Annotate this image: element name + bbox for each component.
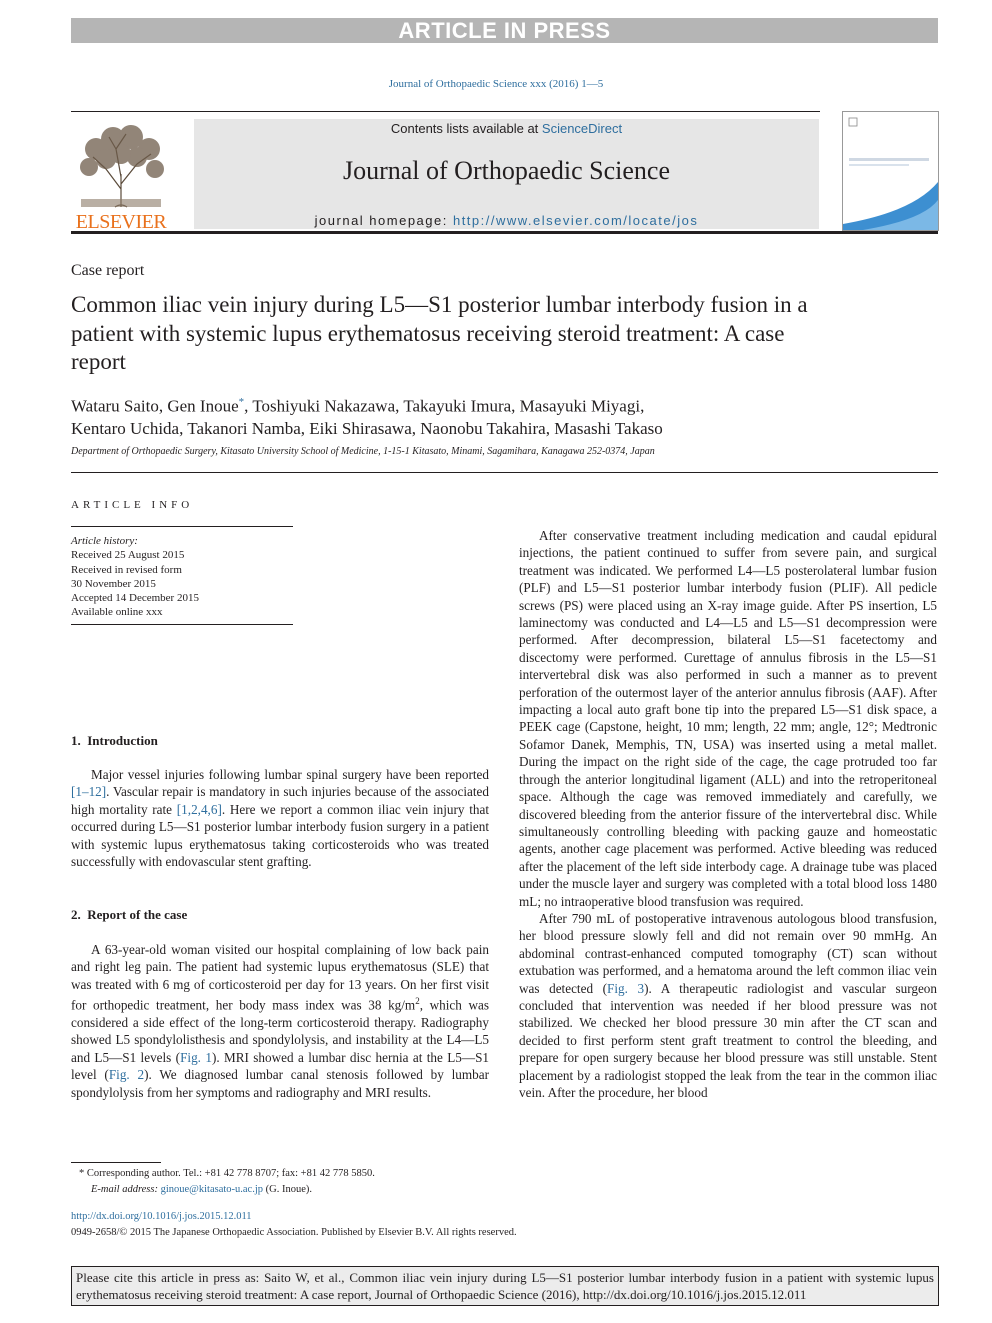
- footnote-rule: [71, 1162, 161, 1163]
- homepage-link[interactable]: http://www.elsevier.com/locate/jos: [452, 213, 699, 228]
- affiliation: Department of Orthopaedic Surgery, Kitasato University School of Medicine, 1-15-1 Kitasato, Minami, Sagamihara, Kanagawa 252-0374, Japan: [71, 446, 655, 457]
- article-info-heading: ARTICLE INFO: [71, 499, 194, 511]
- right-column: [519, 527, 937, 1101]
- history-item: Received 25 August 2015: [71, 549, 185, 562]
- history-item: Available online xxx: [71, 606, 163, 619]
- history-item: 30 November 2015: [71, 577, 156, 590]
- journal-cover-thumbnail: [842, 111, 939, 231]
- citation-link[interactable]: [1–12]: [71, 784, 107, 800]
- history-item: Received in revised form: [71, 563, 182, 576]
- history-item: Accepted 14 December 2015: [71, 592, 199, 605]
- header-divider: [71, 472, 938, 473]
- footnote: * Corresponding author. Tel.: +81 42 778 8707; fax: +81 42 778 5850. E-mail address: ginoue@kitasato-u.ac.jp (G. Inoue).: [79, 1168, 375, 1195]
- contents-line: Contents lists available at ScienceDirect: [390, 121, 623, 136]
- section-heading-case: 2. Report of the case: [71, 907, 188, 922]
- journal-cover-icon: [843, 112, 938, 230]
- journal-reference[interactable]: Journal of Orthopaedic Science xxx (2016) 1—5: [388, 78, 604, 90]
- copyright-line: 0949-2658/© 2015 The Japanese Orthopaedic Association. Published by Elsevier B.V. All rights reserved.: [71, 1227, 517, 1238]
- case-paragraph: A 63-year-old woman visited our hospital complaining of low back pain and right leg pain. The patient had systemic lupus erythematosus (SLE) that was treated with 6 mg of corticosteroid per day for 13 years. On her first visit for orthopedic treatment, her body mass index was 38 $kg/m^2$, which was considered a side effect of the long-term corticosteroid therapy. Radiography showed L5 spondylolisthesis and spondylolysis, and instability at the L4—L5 and L5—S1 levels (Fig. 1). MRI showed a lumbar disc hernia at the L5—S1 level (Fig. 2). We diagnosed lumbar canal stenosis followed by lumbar spondylolysis from her symptoms and radiography and MRI results.: [71, 942, 490, 1100]
- article-title: Common iliac vein injury during L5—S1 posterior lumbar interbody fusion in a patient with systemic lupus erythematosus receiving steroid treatment: A case report: [71, 292, 808, 374]
- article-type: Case report: [71, 262, 145, 279]
- elsevier-wordmark: ELSEVIER: [75, 211, 167, 233]
- sciencedirect-link[interactable]: ScienceDirect: [541, 121, 623, 136]
- figure-link[interactable]: Fig. 2: [108, 1067, 145, 1083]
- figure-link[interactable]: Fig. 3: [607, 980, 645, 996]
- masthead-rule: [71, 231, 938, 234]
- top-rule: [71, 111, 820, 112]
- article-info-rule-top: [71, 526, 293, 527]
- introduction-paragraph: Major vessel injuries following lumbar spinal surgery have been reported [1–12]. Vascular repair is mandatory in such injuries because of the associated high mortality rate [1,2,4,6]. Here we report a common iliac vein injury that occurred during L5—S1 posterior lumbar interbody fusion surgery in a patient with systemic lupus erythematosus taking corticosteroids who was treated successfully with endovascular stent grafting.: [71, 767, 489, 870]
- email-link[interactable]: ginoue@kitasato-u.ac.jp: [160, 1183, 263, 1195]
- doi-link-container: [71, 1211, 252, 1222]
- journal-homepage: journal homepage: http://www.elsevier.com/locate/jos: [314, 213, 699, 228]
- citation-box: Please cite this article in press as: Saito W, et al., Common iliac vein injury during L5—S1 posterior lumbar interbody fusion in a patient with systemic lupus erythematosus receiving steroid treatment: A case report, Journal of Orthopaedic Science (2016), http://dx.doi.org/10.1016/j.jos.2015.12.011: [71, 1266, 939, 1306]
- article-info-rule-bottom: [71, 624, 293, 625]
- author-list: Wataru Saito, Gen Inoue*, Toshiyuki Nakazawa, Takayuki Imura, Masayuki Miyagi, Kentaro Uchida, Takanori Namba, Eiki Shirasawa, Naonobu Takahira, Masashi Takaso: [71, 396, 663, 439]
- figure-link[interactable]: Fig. 1: [180, 1049, 212, 1065]
- article-in-press-banner: ARTICLE IN PRESS: [71, 18, 938, 43]
- article-history: Article history: Received 25 August 2015 Received in revised form 30 November 2015 Accepted 14 December 2015 Available online xxx: [71, 535, 199, 619]
- doi-link[interactable]: http://dx.doi.org/10.1016/j.jos.2015.12.011: [71, 1211, 252, 1222]
- corresponding-author-mark[interactable]: *: [238, 396, 245, 408]
- elsevier-logo: [71, 119, 171, 231]
- body-paragraph: After 790 mL of postoperative intravenous autologous blood transfusion, her blood pressure slowly fell and did not remain over 90 mmHg. An abdominal contrast-enhanced computed tomography (CT) scan without extubation was performed, and a hematoma around the left common iliac vein was detected (Fig. 3). A therapeutic radiologist and vascular surgeon concluded that intervention was needed if her blood pressure was not stabilized. We checked her blood pressure 30 min after the CT scan and decided to first perform stent graft treatment to control the bleeding, and prepare for open surgery because her blood pressure was still unstable. Stent placement by a radiologist stopped the leak from the tear in the common iliac vein. After the procedure, her blood: [519, 910, 937, 1100]
- body-paragraph: After conservative treatment including medication and caudal epidural injections, the patient continued to suffer from severe pain, and surgical treatment was indicated. We performed L4—L5 posterolateral lumbar fusion (PLF) and L5—S1 posterior lumbar interbody fusion (PLIF). All pedicle screws (PS) were placed using an X-ray image guide. After PS insertion, L5 laminectomy was conducted and L4—L5 and L5—S1 decompression were performed. After decompression, bilateral L5—S1 facetectomy and discectomy were performed. Curettage of annulus fibrosis in the L5—S1 intervertebral disk was also performed in such a manner as to prevent perforation of the outermost layer of the anterior annulus fibrosis (AAF). After impacting a local auto graft bone tip into the prepared L5—S1 disk space, a PEEK cage (Capstone, height, 10 mm; length, 22 mm; angle, 12°; Medtronic Sofamor Danek, Memphis, TN, USA) was inserted using a metal mallet. During the impact on the right side of the cage, the cage protruded too far through the anterior longitudinal ligament (ALL) and into the retroperitoneal space. Although the cage was removed immediately and carefully, we discovered bleeding from the anterior fissure of the intervertebral disc. While simultaneously controlling bleeding with packing gauze and homeostatic agents, another cage placement was performed. Active bleeding was reduced after the placement of the left side interbody cage. A drainage tube was placed under the muscle layer and surgery was completed with a total blood loss 1480 mL; no intraoperative blood transfusion was required.: [519, 528, 937, 909]
- section-heading-introduction: 1. Introduction: [71, 733, 158, 748]
- citation-link[interactable]: [1,2,4,6]: [176, 801, 222, 817]
- journal-title: Journal of Orthopaedic Science: [342, 156, 671, 185]
